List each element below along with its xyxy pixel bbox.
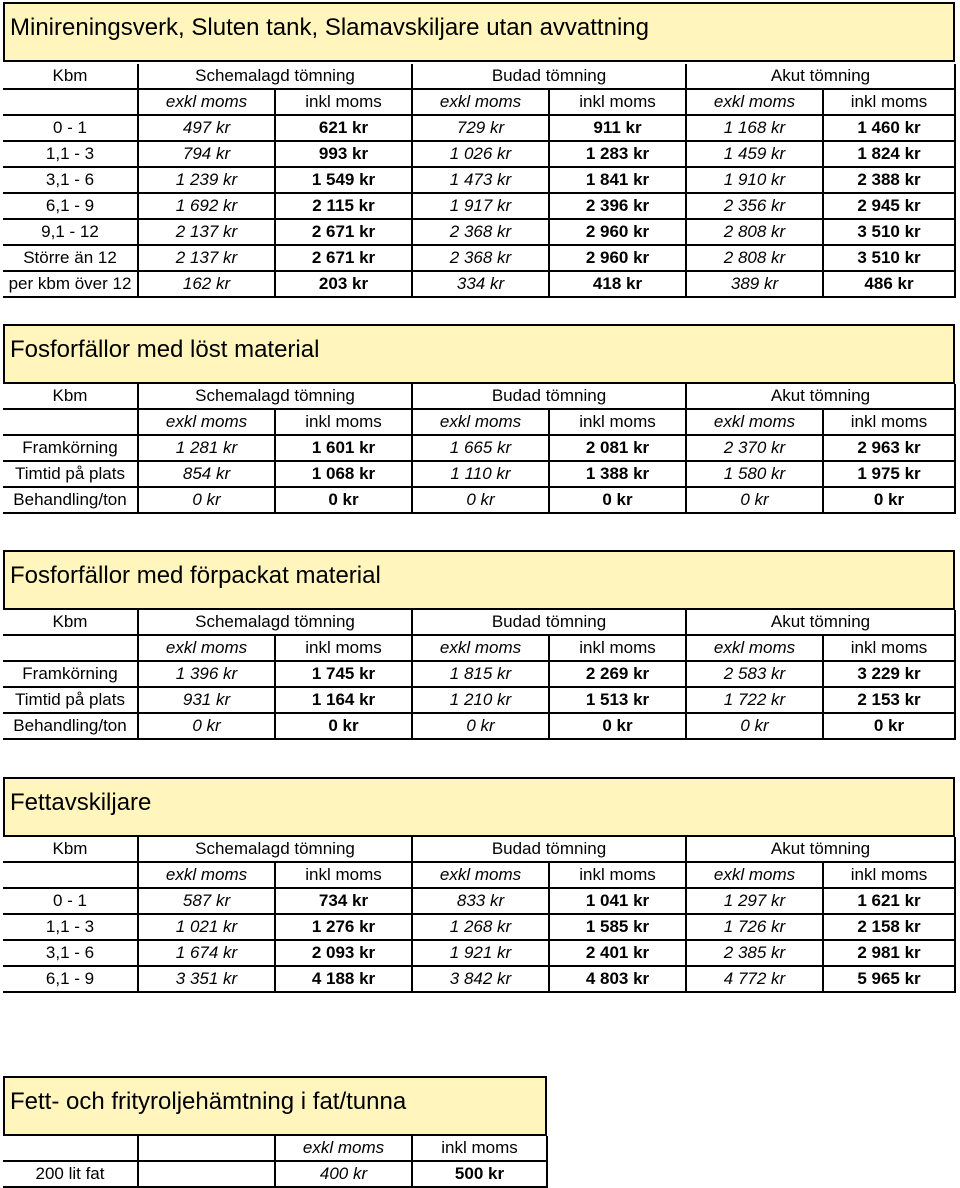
price-inkl-cell: 4 188 kr bbox=[275, 966, 412, 992]
price-exkl-cell: 1 459 kr bbox=[686, 141, 823, 167]
price-inkl-cell: 621 kr bbox=[275, 115, 412, 141]
price-inkl-cell: 1 068 kr bbox=[275, 461, 412, 487]
table-row bbox=[3, 487, 955, 513]
row-label: Timtid på plats bbox=[3, 461, 138, 487]
table-row bbox=[3, 888, 955, 914]
price-table bbox=[3, 610, 956, 740]
price-inkl-cell: 1 041 kr bbox=[549, 888, 686, 914]
price-inkl-cell: 2 960 kr bbox=[549, 245, 686, 271]
price-inkl-cell: 500 kr bbox=[412, 1161, 547, 1187]
price-exkl-cell: 1 674 kr bbox=[138, 940, 275, 966]
empty-cell bbox=[3, 409, 138, 435]
table-body bbox=[3, 435, 955, 513]
price-inkl-cell: 1 745 kr bbox=[275, 661, 412, 687]
price-exkl-cell: 587 kr bbox=[138, 888, 275, 914]
price-inkl-cell: 1 388 kr bbox=[549, 461, 686, 487]
table-body bbox=[3, 888, 955, 992]
price-inkl-cell: 5 965 kr bbox=[823, 966, 955, 992]
empty-cell bbox=[3, 1136, 138, 1161]
table-row bbox=[3, 219, 955, 245]
price-inkl-cell: 2 093 kr bbox=[275, 940, 412, 966]
price-exkl-cell: 2 368 kr bbox=[412, 245, 549, 271]
price-exkl-cell: 2 385 kr bbox=[686, 940, 823, 966]
subheader-exkl: exkl moms bbox=[412, 409, 549, 435]
price-inkl-cell: 0 kr bbox=[275, 713, 412, 739]
price-exkl-cell: 3 842 kr bbox=[412, 966, 549, 992]
empty-cell bbox=[3, 862, 138, 888]
price-inkl-cell: 2 671 kr bbox=[275, 219, 412, 245]
price-inkl-cell: 486 kr bbox=[823, 271, 955, 297]
price-exkl-cell: 1 026 kr bbox=[412, 141, 549, 167]
price-exkl-cell: 400 kr bbox=[275, 1161, 412, 1187]
price-table bbox=[3, 837, 956, 993]
price-inkl-cell: 1 975 kr bbox=[823, 461, 955, 487]
subheader-exkl: exkl moms bbox=[275, 1136, 412, 1161]
col-group-budad: Budad tömning bbox=[412, 837, 686, 862]
subheader-inkl: inkl moms bbox=[275, 635, 412, 661]
price-exkl-cell: 2 137 kr bbox=[138, 219, 275, 245]
price-inkl-cell: 0 kr bbox=[549, 713, 686, 739]
section-title: Fosforfällor med förpackat material bbox=[3, 550, 955, 610]
row-label: 6,1 - 9 bbox=[3, 193, 138, 219]
col-group-akut: Akut tömning bbox=[686, 64, 955, 89]
price-exkl-cell: 2 356 kr bbox=[686, 193, 823, 219]
col-group-akut: Akut tömning bbox=[686, 610, 955, 635]
section-title: Fosforfällor med löst material bbox=[3, 324, 955, 384]
price-exkl-cell: 1 815 kr bbox=[412, 661, 549, 687]
price-inkl-cell: 2 269 kr bbox=[549, 661, 686, 687]
price-inkl-cell: 734 kr bbox=[275, 888, 412, 914]
subheader-inkl: inkl moms bbox=[275, 89, 412, 115]
table-row bbox=[3, 940, 955, 966]
row-label: 3,1 - 6 bbox=[3, 940, 138, 966]
price-exkl-cell: 2 137 kr bbox=[138, 245, 275, 271]
price-inkl-cell: 1 549 kr bbox=[275, 167, 412, 193]
row-label: 3,1 - 6 bbox=[3, 167, 138, 193]
price-exkl-cell: 4 772 kr bbox=[686, 966, 823, 992]
row-label: 1,1 - 3 bbox=[3, 141, 138, 167]
row-label: Framkörning bbox=[3, 661, 138, 687]
price-exkl-cell: 0 kr bbox=[138, 713, 275, 739]
col-group-schemalagd: Schemalagd tömning bbox=[138, 64, 412, 89]
subheader-exkl: exkl moms bbox=[412, 89, 549, 115]
price-exkl-cell: 2 808 kr bbox=[686, 245, 823, 271]
table-row bbox=[3, 271, 955, 297]
subheader-inkl: inkl moms bbox=[275, 409, 412, 435]
section-title: Fettavskiljare bbox=[3, 777, 955, 837]
section-title: Minireningsverk, Sluten tank, Slamavskiljare utan avvattning bbox=[3, 2, 955, 62]
price-exkl-cell: 3 351 kr bbox=[138, 966, 275, 992]
price-inkl-cell: 1 276 kr bbox=[275, 914, 412, 940]
price-table bbox=[3, 1136, 548, 1188]
price-inkl-cell: 0 kr bbox=[823, 713, 955, 739]
table-row bbox=[3, 661, 955, 687]
price-inkl-cell: 2 153 kr bbox=[823, 687, 955, 713]
price-exkl-cell: 1 021 kr bbox=[138, 914, 275, 940]
table-row bbox=[3, 167, 955, 193]
col-group-budad: Budad tömning bbox=[412, 384, 686, 409]
subheader-exkl: exkl moms bbox=[686, 635, 823, 661]
price-exkl-cell: 794 kr bbox=[138, 141, 275, 167]
subheader-exkl: exkl moms bbox=[138, 635, 275, 661]
table-row bbox=[3, 245, 955, 271]
col-group-akut: Akut tömning bbox=[686, 837, 955, 862]
col-group-budad: Budad tömning bbox=[412, 64, 686, 89]
empty-cell bbox=[3, 635, 138, 661]
table-row bbox=[3, 115, 955, 141]
price-inkl-cell: 2 401 kr bbox=[549, 940, 686, 966]
row-label: Större än 12 bbox=[3, 245, 138, 271]
empty-cell bbox=[138, 1136, 275, 1161]
price-exkl-cell: 833 kr bbox=[412, 888, 549, 914]
price-exkl-cell: 1 168 kr bbox=[686, 115, 823, 141]
subheader-inkl: inkl moms bbox=[549, 409, 686, 435]
price-inkl-cell: 1 585 kr bbox=[549, 914, 686, 940]
price-exkl-cell: 2 583 kr bbox=[686, 661, 823, 687]
table-row bbox=[3, 141, 955, 167]
price-inkl-cell: 1 841 kr bbox=[549, 167, 686, 193]
price-inkl-cell: 2 960 kr bbox=[549, 219, 686, 245]
price-inkl-cell: 2 671 kr bbox=[275, 245, 412, 271]
col-header-kbm: Kbm bbox=[3, 610, 138, 635]
table-row bbox=[3, 713, 955, 739]
price-inkl-cell: 2 963 kr bbox=[823, 435, 955, 461]
table-row bbox=[3, 966, 955, 992]
subheader-exkl: exkl moms bbox=[412, 862, 549, 888]
col-group-akut: Akut tömning bbox=[686, 384, 955, 409]
table-row bbox=[3, 461, 955, 487]
price-exkl-cell: 1 692 kr bbox=[138, 193, 275, 219]
price-inkl-cell: 993 kr bbox=[275, 141, 412, 167]
col-header-kbm: Kbm bbox=[3, 64, 138, 89]
price-exkl-cell: 1 917 kr bbox=[412, 193, 549, 219]
price-exkl-cell: 0 kr bbox=[412, 713, 549, 739]
subheader-exkl: exkl moms bbox=[138, 409, 275, 435]
price-inkl-cell: 3 510 kr bbox=[823, 219, 955, 245]
col-group-schemalagd: Schemalagd tömning bbox=[138, 837, 412, 862]
price-exkl-cell: 1 396 kr bbox=[138, 661, 275, 687]
price-inkl-cell: 2 388 kr bbox=[823, 167, 955, 193]
price-inkl-cell: 3 229 kr bbox=[823, 661, 955, 687]
subheader-inkl: inkl moms bbox=[823, 409, 955, 435]
price-inkl-cell: 2 396 kr bbox=[549, 193, 686, 219]
subheader-exkl: exkl moms bbox=[138, 89, 275, 115]
row-label: Framkörning bbox=[3, 435, 138, 461]
row-label: 1,1 - 3 bbox=[3, 914, 138, 940]
price-exkl-cell: 0 kr bbox=[138, 487, 275, 513]
price-inkl-cell: 418 kr bbox=[549, 271, 686, 297]
row-label: 200 lit fat bbox=[3, 1161, 138, 1187]
price-inkl-cell: 1 601 kr bbox=[275, 435, 412, 461]
price-exkl-cell: 389 kr bbox=[686, 271, 823, 297]
price-exkl-cell: 1 726 kr bbox=[686, 914, 823, 940]
subheader-inkl: inkl moms bbox=[275, 862, 412, 888]
subheader-inkl: inkl moms bbox=[549, 635, 686, 661]
col-group-schemalagd: Schemalagd tömning bbox=[138, 610, 412, 635]
price-inkl-cell: 2 981 kr bbox=[823, 940, 955, 966]
price-inkl-cell: 0 kr bbox=[275, 487, 412, 513]
price-exkl-cell: 1 297 kr bbox=[686, 888, 823, 914]
price-inkl-cell: 3 510 kr bbox=[823, 245, 955, 271]
price-exkl-cell: 334 kr bbox=[412, 271, 549, 297]
subheader-inkl: inkl moms bbox=[823, 635, 955, 661]
empty-cell bbox=[138, 1161, 275, 1187]
price-inkl-cell: 2 081 kr bbox=[549, 435, 686, 461]
price-inkl-cell: 1 460 kr bbox=[823, 115, 955, 141]
row-label: Behandling/ton bbox=[3, 713, 138, 739]
table-row bbox=[3, 914, 955, 940]
price-inkl-cell: 2 115 kr bbox=[275, 193, 412, 219]
price-exkl-cell: 1 722 kr bbox=[686, 687, 823, 713]
price-inkl-cell: 1 824 kr bbox=[823, 141, 955, 167]
price-inkl-cell: 0 kr bbox=[549, 487, 686, 513]
price-exkl-cell: 1 110 kr bbox=[412, 461, 549, 487]
price-exkl-cell: 162 kr bbox=[138, 271, 275, 297]
section-title: Fett- och frityroljehämtning i fat/tunna bbox=[3, 1076, 547, 1136]
price-exkl-cell: 1 210 kr bbox=[412, 687, 549, 713]
row-label: per kbm över 12 bbox=[3, 271, 138, 297]
price-exkl-cell: 1 268 kr bbox=[412, 914, 549, 940]
price-inkl-cell: 1 513 kr bbox=[549, 687, 686, 713]
table-row bbox=[3, 687, 955, 713]
price-exkl-cell: 1 665 kr bbox=[412, 435, 549, 461]
row-label: 0 - 1 bbox=[3, 888, 138, 914]
subheader-inkl: inkl moms bbox=[549, 89, 686, 115]
price-inkl-cell: 0 kr bbox=[823, 487, 955, 513]
price-exkl-cell: 0 kr bbox=[412, 487, 549, 513]
price-exkl-cell: 2 370 kr bbox=[686, 435, 823, 461]
price-inkl-cell: 2 945 kr bbox=[823, 193, 955, 219]
row-label: 0 - 1 bbox=[3, 115, 138, 141]
row-label: Behandling/ton bbox=[3, 487, 138, 513]
price-exkl-cell: 729 kr bbox=[412, 115, 549, 141]
price-exkl-cell: 1 921 kr bbox=[412, 940, 549, 966]
col-group-schemalagd: Schemalagd tömning bbox=[138, 384, 412, 409]
row-label: Timtid på plats bbox=[3, 687, 138, 713]
subheader-exkl: exkl moms bbox=[686, 862, 823, 888]
table-body bbox=[3, 115, 955, 297]
table-row bbox=[3, 435, 955, 461]
price-exkl-cell: 1 473 kr bbox=[412, 167, 549, 193]
table-body bbox=[3, 661, 955, 739]
subheader-exkl: exkl moms bbox=[686, 89, 823, 115]
col-header-kbm: Kbm bbox=[3, 837, 138, 862]
price-exkl-cell: 1 281 kr bbox=[138, 435, 275, 461]
price-exkl-cell: 1 910 kr bbox=[686, 167, 823, 193]
subheader-exkl: exkl moms bbox=[686, 409, 823, 435]
price-table bbox=[3, 384, 956, 514]
subheader-exkl: exkl moms bbox=[412, 635, 549, 661]
row-label: 6,1 - 9 bbox=[3, 966, 138, 992]
price-exkl-cell: 1 580 kr bbox=[686, 461, 823, 487]
subheader-inkl: inkl moms bbox=[412, 1136, 547, 1161]
price-exkl-cell: 931 kr bbox=[138, 687, 275, 713]
price-exkl-cell: 0 kr bbox=[686, 713, 823, 739]
col-group-budad: Budad tömning bbox=[412, 610, 686, 635]
subheader-exkl: exkl moms bbox=[138, 862, 275, 888]
price-exkl-cell: 2 368 kr bbox=[412, 219, 549, 245]
price-inkl-cell: 1 621 kr bbox=[823, 888, 955, 914]
empty-cell bbox=[3, 89, 138, 115]
price-inkl-cell: 911 kr bbox=[549, 115, 686, 141]
price-exkl-cell: 2 808 kr bbox=[686, 219, 823, 245]
price-exkl-cell: 854 kr bbox=[138, 461, 275, 487]
subheader-inkl: inkl moms bbox=[823, 862, 955, 888]
price-inkl-cell: 203 kr bbox=[275, 271, 412, 297]
price-inkl-cell: 4 803 kr bbox=[549, 966, 686, 992]
price-exkl-cell: 1 239 kr bbox=[138, 167, 275, 193]
subheader-inkl: inkl moms bbox=[549, 862, 686, 888]
price-exkl-cell: 0 kr bbox=[686, 487, 823, 513]
col-header-kbm: Kbm bbox=[3, 384, 138, 409]
subheader-inkl: inkl moms bbox=[823, 89, 955, 115]
price-inkl-cell: 1 283 kr bbox=[549, 141, 686, 167]
price-exkl-cell: 497 kr bbox=[138, 115, 275, 141]
price-inkl-cell: 1 164 kr bbox=[275, 687, 412, 713]
table-row bbox=[3, 193, 955, 219]
price-inkl-cell: 2 158 kr bbox=[823, 914, 955, 940]
price-table bbox=[3, 64, 956, 298]
row-label: 9,1 - 12 bbox=[3, 219, 138, 245]
